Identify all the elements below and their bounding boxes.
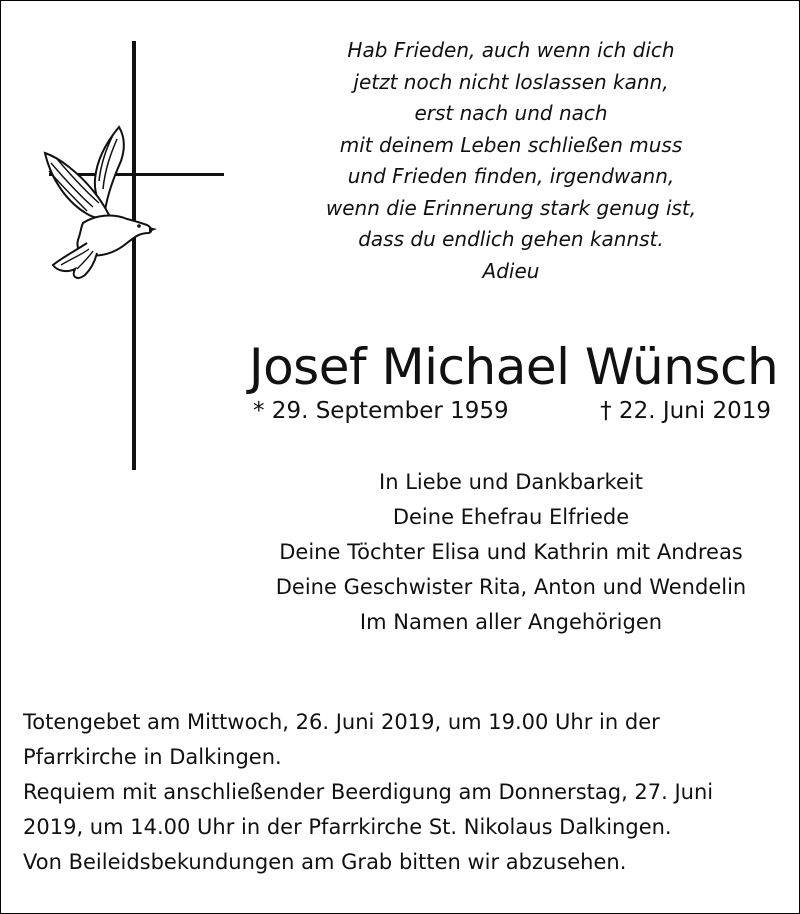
funeral-line: Von Beileidsbekundungen am Grab bitten wir abzusehen.: [23, 850, 627, 874]
poem-line: erst nach und nach: [414, 101, 608, 125]
poem-line: mit deinem Leben schließen muss: [339, 132, 683, 157]
funeral-line: Totengebet am Mittwoch, 26. Juni 2019, um 19.00 Uhr in der: [23, 710, 660, 734]
deceased-name: Josef Michael Wünsch: [248, 338, 779, 396]
family-line: Deine Töchter Elisa und Kathrin mit Andreas: [279, 540, 743, 564]
funeral-line: 2019, um 14.00 Uhr in der Pfarrkirche St. Nikolaus Dalkingen.: [23, 815, 672, 839]
poem-line: Adieu: [482, 258, 540, 283]
funeral-line: Pfarrkirche in Dalkingen.: [23, 745, 282, 769]
funeral-details: [23, 705, 783, 880]
family-line: In Liebe und Dankbarkeit: [379, 470, 643, 494]
birth-date: * 29. September 1959: [253, 398, 509, 424]
family-signatures: [221, 465, 800, 640]
poem-line: wenn die Erinnerung stark genug ist,: [325, 195, 697, 220]
funeral-line: Requiem mit anschließender Beerdigung am Donnerstag, 27. Juni: [23, 780, 714, 804]
family-line: Deine Geschwister Rita, Anton und Wendelin: [275, 575, 747, 599]
poem-line: Hab Frieden, auch wenn ich dich: [347, 38, 675, 62]
poem: [301, 35, 721, 287]
poem-line: dass du endlich gehen kannst.: [358, 227, 664, 251]
death-date: † 22. Juni 2019: [600, 398, 771, 424]
dove-icon: [39, 119, 159, 289]
poem-line: jetzt noch nicht loslassen kann,: [353, 69, 669, 94]
family-line: Im Namen aller Angehörigen: [359, 610, 663, 634]
poem-line: und Frieden finden, irgendwann,: [347, 164, 675, 188]
family-line: Deine Ehefrau Elfriede: [392, 505, 630, 529]
